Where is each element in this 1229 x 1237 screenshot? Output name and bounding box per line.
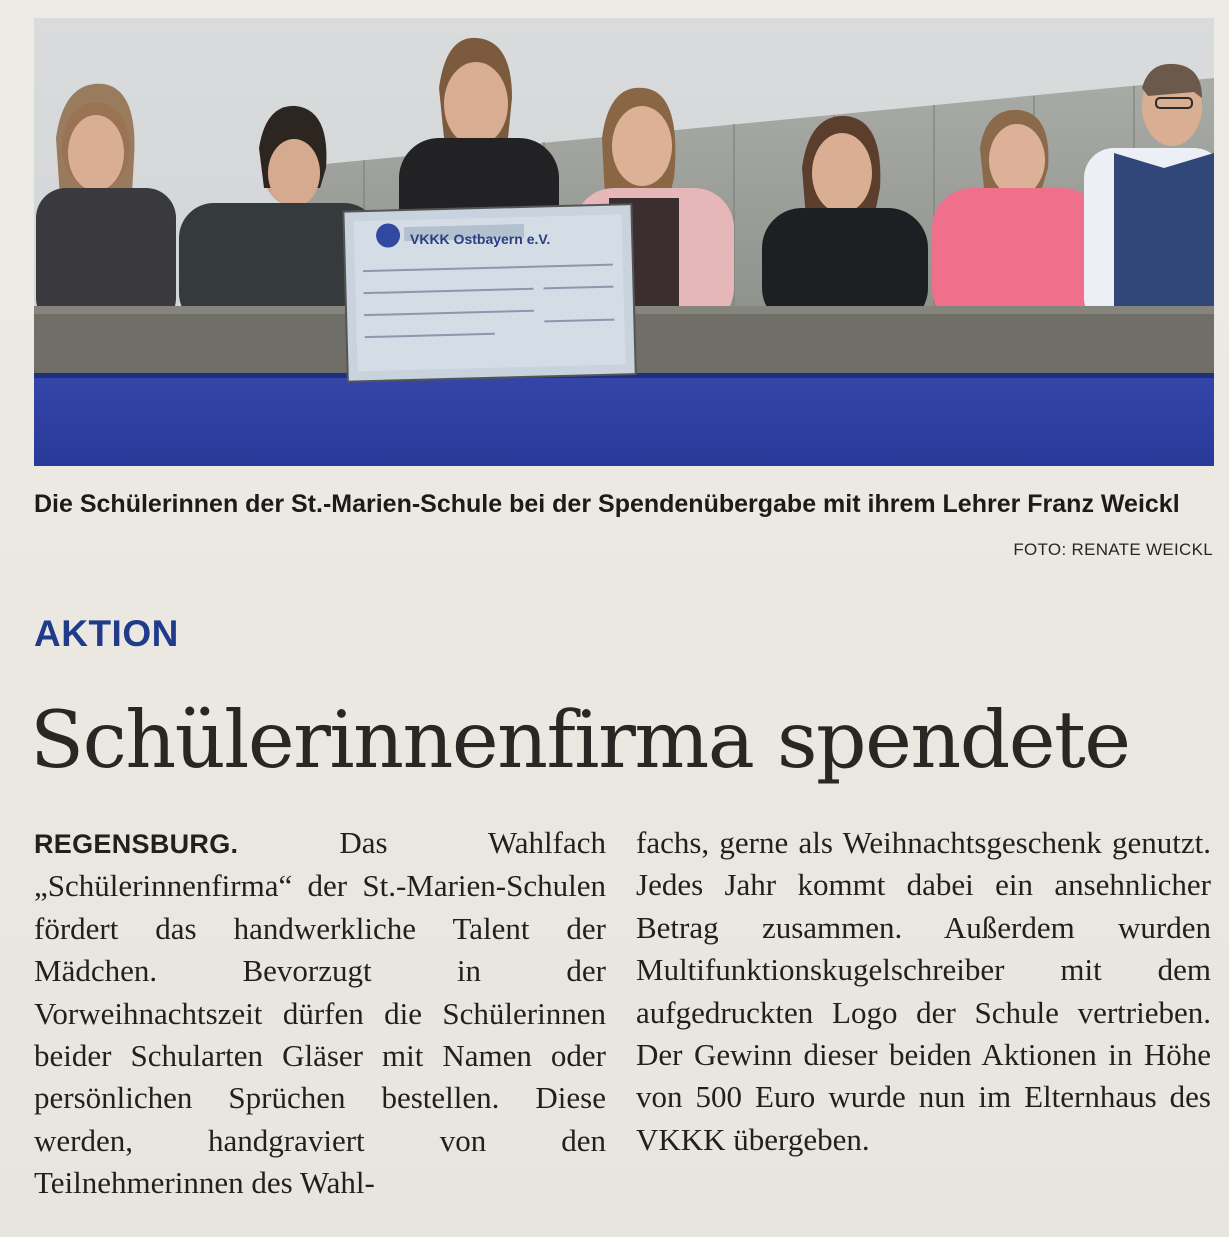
article-kicker: AKTION [34, 613, 179, 654]
article-photo [34, 18, 1214, 466]
photo-caption: Die Schülerinnen der St.-Marien-Schule bei der Spendenübergabe mit ihrem Lehrer Franz Weickl [34, 490, 1180, 518]
article-body-right: fachs, gerne als Weihnachtsgeschenk genutzt. Jedes Jahr kommt dabei ein ansehnlicher Betrag zusammen. Außerdem wurden Multifunktionskugelschreiber mit dem aufgedruckten Logo der Schule vertrieben. Der Gewinn dieser beiden Aktionen in Höhe von 500 Euro wurde nun im Elternhaus des VKKK übergeben. [636, 825, 1211, 1157]
article-column-right [636, 822, 1211, 1161]
article-column-left [34, 822, 606, 1205]
group-photo-with-check [34, 18, 1214, 466]
photo-credit: FOTO: RENATE WEICKL [1013, 540, 1213, 559]
article-body-left: Das Wahlfach „Schülerinnenfirma“ der St.-Marien-Schulen fördert das handwerkliche Talent der Mädchen. Bevorzugt in der Vorweihnachtszeit dürfen die Schülerinnen beider Schularten Gläser mit Namen oder persönlichen Sprüchen bestellen. Diese werden, handgraviert von den Teilnehmerinnen des Wahl- [34, 825, 606, 1201]
article-dateline: REGENSBURG. [34, 829, 239, 859]
check-org-label: VKKK Ostbayern e.V. [410, 231, 551, 247]
article-headline: Schülerinnenfirma spendete [30, 694, 1130, 786]
